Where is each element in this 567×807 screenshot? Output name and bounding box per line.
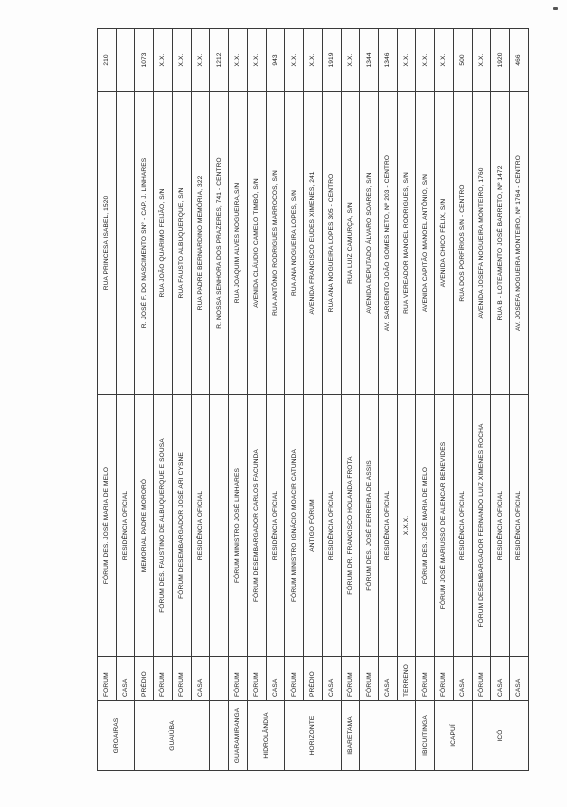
address-cell: RUA ANA NOGUEIRA LOPES, S/N bbox=[285, 92, 304, 395]
number-cell: X.X. bbox=[472, 29, 491, 92]
type-cell: FÓRUM bbox=[435, 657, 454, 701]
description-cell: ANTIGO FÓRUM bbox=[304, 395, 323, 657]
number-cell: X.X. bbox=[304, 29, 323, 92]
table-row bbox=[210, 29, 229, 771]
number-cell: X.X. bbox=[435, 29, 454, 92]
address-cell: RUA JOAQUIM ALVES NOGUEIRA,S/N bbox=[229, 92, 248, 395]
type-cell: FÓRUM bbox=[154, 657, 173, 701]
table-row bbox=[435, 29, 454, 771]
table-row bbox=[397, 29, 416, 771]
city-cell: HIDROLÂNDIA bbox=[247, 701, 284, 771]
type-cell: FÓRUM bbox=[341, 657, 360, 701]
number-cell: 1344 bbox=[360, 29, 379, 92]
description-cell: RESIDÊNCIA OFICIAL bbox=[191, 395, 210, 657]
address-cell: RUA FAUSTO ALBUQUERQUE, S/N bbox=[172, 92, 191, 395]
number-cell: X.X. bbox=[191, 29, 210, 92]
description-cell: FÓRUM DES. JOSÉ MARIA DE MELO bbox=[416, 395, 435, 657]
property-table bbox=[97, 28, 529, 771]
city-cell: GUARAMIRANGA bbox=[229, 701, 248, 771]
number-cell bbox=[116, 29, 135, 92]
description-cell: X.X.X. bbox=[397, 395, 416, 657]
type-cell: FÓRUM bbox=[229, 657, 248, 701]
description-cell: RESIDÊNCIA OFICIAL bbox=[491, 395, 510, 657]
type-cell: PRÉDIO bbox=[135, 657, 154, 701]
type-cell: CASA bbox=[116, 657, 135, 701]
table-row bbox=[379, 29, 398, 771]
address-cell: RUA B - LOTEAMENTO JOSÉ BARRETO, Nº 1472 bbox=[491, 92, 510, 395]
table-row bbox=[360, 29, 379, 771]
type-cell: FÓRUM bbox=[360, 657, 379, 701]
type-cell: TERRENO bbox=[397, 657, 416, 701]
city-cell: IBARETAMA bbox=[341, 701, 360, 771]
type-cell: CASA bbox=[491, 657, 510, 701]
table-row bbox=[116, 29, 135, 771]
table-row bbox=[341, 29, 360, 771]
number-cell: 1346 bbox=[379, 29, 398, 92]
description-cell: RESIDÊNCIA OFICIAL bbox=[322, 395, 341, 657]
address-cell: RUA DOS PORFÍRIOS S/N - CENTRO bbox=[453, 92, 472, 395]
address-cell: R. NOSSA SENHORA DOS PRAZERES, 741 - CENTRO bbox=[210, 92, 229, 395]
description-cell: RESIDÊNCIA OFICIAL bbox=[379, 395, 398, 657]
table-row bbox=[453, 29, 472, 771]
city-cell bbox=[210, 701, 229, 771]
address-cell: RUA VEREADOR MANOEL RODRIGUES, S/N bbox=[397, 92, 416, 395]
type-cell: CASA bbox=[510, 657, 529, 701]
type-cell: FÓRUM bbox=[472, 657, 491, 701]
table-row bbox=[98, 29, 117, 771]
address-cell: RUA ANTÔNIO RODRIGUES MARROCOS, S/N bbox=[266, 92, 285, 395]
city-cell: ICAPUÍ bbox=[435, 701, 472, 771]
number-cell: 500 bbox=[453, 29, 472, 92]
table-row bbox=[229, 29, 248, 771]
type-cell: CASA bbox=[191, 657, 210, 701]
description-cell: FÓRUM DES. FAUSTINO DE ALBUQUERQUE E SOUSA bbox=[154, 395, 173, 657]
city-cell: ICÓ bbox=[472, 701, 528, 771]
type-cell: FÓRUM bbox=[285, 657, 304, 701]
city-cell: GUAIÚBA bbox=[135, 701, 210, 771]
description-cell: FÓRUM DESEMBARGADOR JOSÉ ARI CYSNE bbox=[172, 395, 191, 657]
number-cell: 1920 bbox=[491, 29, 510, 92]
city-cell: HORIZONTE bbox=[285, 701, 341, 771]
description-cell: FÓRUM DESEMBARGADOR CARLOS FACUNDA bbox=[247, 395, 266, 657]
address-cell: AV. SARGENTO JOÃO GOMES NETO, Nº 203 - CENTRO bbox=[379, 92, 398, 395]
description-cell: MEMORIAL PADRE MORORÓ bbox=[135, 395, 154, 657]
type-cell: FORUM bbox=[98, 657, 117, 701]
address-cell: RUA LUIZ CAMURÇA, S/N bbox=[341, 92, 360, 395]
number-cell: 210 bbox=[98, 29, 117, 92]
number-cell: 943 bbox=[266, 29, 285, 92]
number-cell: 1073 bbox=[135, 29, 154, 92]
address-cell: RUA PRINCESA ISABEL, 1520 bbox=[98, 92, 117, 395]
table-row bbox=[266, 29, 285, 771]
table-row bbox=[416, 29, 435, 771]
type-cell: CASA bbox=[379, 657, 398, 701]
number-cell: 1919 bbox=[322, 29, 341, 92]
description-cell: FÓRUM JOSÉ MARIUSSO DE ALENCAR BENEVIDES bbox=[435, 395, 454, 657]
address-cell: RUA JOÃO QUARIMO FEIJÃO, S/N bbox=[154, 92, 173, 395]
number-cell: X.X. bbox=[229, 29, 248, 92]
address-cell: AV. JOSEFA NOGUEIRA MONTEIRO, Nº 1764 - CENTRO bbox=[510, 92, 529, 395]
description-cell: RESIDÊNCIA OFICIAL bbox=[266, 395, 285, 657]
city-cell: GROAIRAS bbox=[98, 701, 135, 771]
property-table-body bbox=[98, 29, 529, 771]
number-cell: X.X. bbox=[341, 29, 360, 92]
table-row bbox=[135, 29, 154, 771]
description-cell: FÓRUM MINISTRO JOSÉ LINHARES bbox=[229, 395, 248, 657]
address-cell: AVENIDA FRANCISCO EUDES XIMENES, 241 bbox=[304, 92, 323, 395]
description-cell: FÓRUM DESEMBARGADOR FERNANDO LUIZ XIMENES ROCHA bbox=[472, 395, 491, 657]
scan-mark bbox=[553, 7, 558, 10]
number-cell: X.X. bbox=[416, 29, 435, 92]
number-cell: X.X. bbox=[397, 29, 416, 92]
number-cell: X.X. bbox=[285, 29, 304, 92]
address-cell: R. JOSÉ F. DO NASCIMENTO SN° - CAP. J. LINHARES bbox=[135, 92, 154, 395]
table-row bbox=[191, 29, 210, 771]
number-cell: X.X. bbox=[172, 29, 191, 92]
address-cell: AVENIDA CAPITÃO MANOEL ANTÔNIO, S/N bbox=[416, 92, 435, 395]
address-cell: RUA PADRE BERNARDINO MEMÓRIA, 322 bbox=[191, 92, 210, 395]
type-cell: CASA bbox=[266, 657, 285, 701]
rotated-table-container bbox=[97, 29, 529, 771]
description-cell: RESIDÊNCIA OFICIAL bbox=[453, 395, 472, 657]
address-cell: AVENIDA JOSEFA NOGUEIRA MONTEIRO, 1760 bbox=[472, 92, 491, 395]
type-cell: FÓRUM bbox=[416, 657, 435, 701]
table-row bbox=[472, 29, 491, 771]
type-cell: CASA bbox=[322, 657, 341, 701]
table-row bbox=[322, 29, 341, 771]
type-cell: PRÉDIO bbox=[304, 657, 323, 701]
description-cell: FÓRUM DES. JOSÉ MARIA DE MELO bbox=[98, 395, 117, 657]
description-cell: RESIDÊNCIA OFICIAL bbox=[510, 395, 529, 657]
number-cell: 1212 bbox=[210, 29, 229, 92]
table-row bbox=[510, 29, 529, 771]
table-row bbox=[172, 29, 191, 771]
city-cell bbox=[360, 701, 416, 771]
type-cell: FORUM bbox=[247, 657, 266, 701]
address-cell: AVENIDA CHICO FÉLIX, S/N bbox=[435, 92, 454, 395]
description-cell: RESIDÊNCIA OFICIAL bbox=[116, 395, 135, 657]
table-row bbox=[285, 29, 304, 771]
table-row bbox=[491, 29, 510, 771]
address-cell: RUA ANA NOGUEIRA LOPES 305 - CENTRO bbox=[322, 92, 341, 395]
address-cell bbox=[116, 92, 135, 395]
description-cell: FÓRUM DR. FRANCISCO HOLANDA FROTA bbox=[341, 395, 360, 657]
description-cell bbox=[210, 395, 229, 657]
address-cell: AVENIDA DEPUTADO ÁLVARO SOARES, S/N bbox=[360, 92, 379, 395]
city-cell: IBICUITINGA bbox=[416, 701, 435, 771]
table-row bbox=[247, 29, 266, 771]
type-cell bbox=[210, 657, 229, 701]
table-row bbox=[154, 29, 173, 771]
address-cell: AVENIDA CLÁUDIO CAMELO TIMBÓ, S/N bbox=[247, 92, 266, 395]
type-cell: CASA bbox=[453, 657, 472, 701]
type-cell: FORUM bbox=[172, 657, 191, 701]
description-cell: FÓRUM MINISTRO IGNÁCIO MOACIR CATUNDA bbox=[285, 395, 304, 657]
description-cell: FÓRUM DES. JOSÉ FERREIRA DE ASSIS bbox=[360, 395, 379, 657]
table-row bbox=[304, 29, 323, 771]
number-cell: X.X. bbox=[247, 29, 266, 92]
number-cell: 466 bbox=[510, 29, 529, 92]
number-cell: X.X. bbox=[154, 29, 173, 92]
